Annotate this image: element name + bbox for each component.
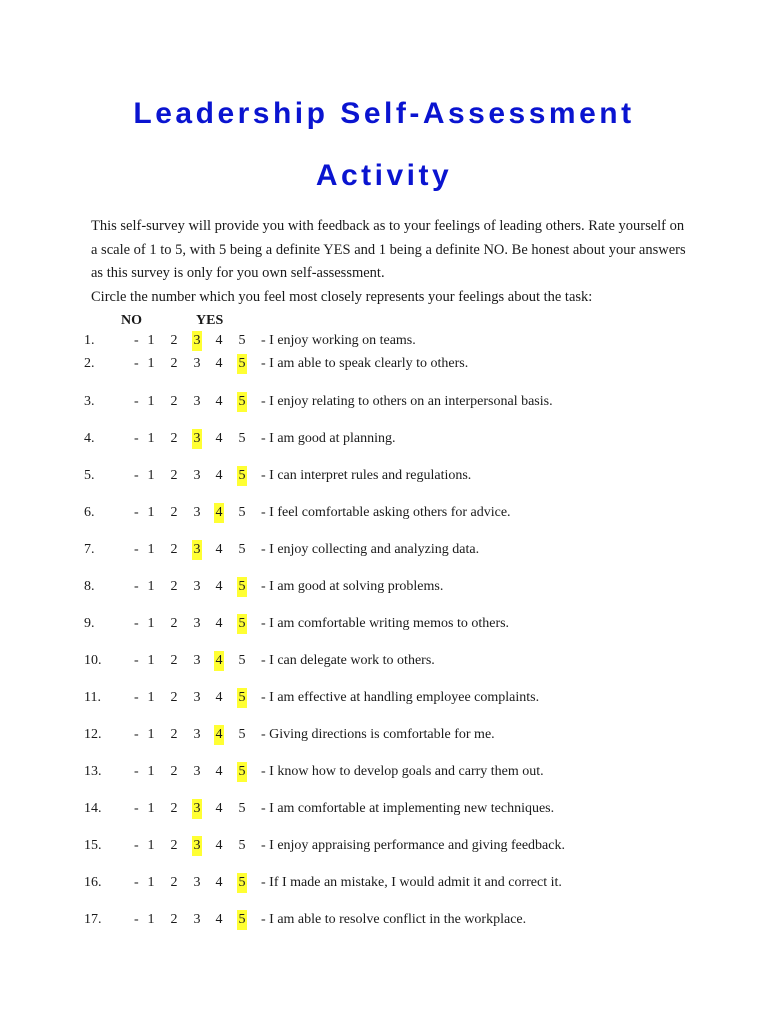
rating-option-3-selected[interactable]: 3 [192, 331, 202, 351]
item-statement: - I am comfortable writing memos to others. [261, 616, 510, 631]
rating-option-3[interactable]: 3 [193, 394, 201, 409]
rating-option-3-selected[interactable]: 3 [192, 799, 202, 819]
rating-option-3[interactable]: 3 [193, 579, 201, 594]
rating-option-1[interactable]: 1 [147, 801, 155, 816]
rating-option-2[interactable]: 2 [170, 690, 178, 705]
item-number: 3. [84, 394, 95, 409]
survey-item [0, 725, 768, 745]
item-statement: - I can delegate work to others. [261, 653, 435, 668]
rating-option-4-selected[interactable]: 4 [214, 651, 224, 671]
scale-dash: - [134, 542, 139, 557]
scale-dash: - [134, 579, 139, 594]
page-title-continued: Activity [315, 159, 453, 192]
instruction-text: Circle the number which you feel most closely represents your feelings about the task: [91, 288, 593, 305]
rating-option-1[interactable]: 1 [147, 838, 155, 853]
rating-option-2[interactable]: 2 [170, 356, 178, 371]
scale-dash: - [134, 333, 139, 348]
intro-section [91, 215, 691, 309]
rating-option-3[interactable]: 3 [193, 653, 201, 668]
rating-option-1[interactable]: 1 [147, 505, 155, 520]
item-number: 17. [84, 912, 102, 927]
survey-item [0, 651, 768, 671]
rating-option-3-selected[interactable]: 3 [192, 540, 202, 560]
rating-option-2[interactable]: 2 [170, 333, 178, 348]
survey-item [0, 614, 768, 634]
rating-option-5[interactable]: 5 [238, 505, 246, 520]
item-number: 4. [84, 431, 95, 446]
survey-item [0, 429, 768, 449]
rating-option-4[interactable]: 4 [215, 838, 223, 853]
rating-option-1[interactable]: 1 [147, 394, 155, 409]
scale-dash: - [134, 616, 139, 631]
rating-option-2[interactable]: 2 [170, 505, 178, 520]
rating-option-1[interactable]: 1 [147, 764, 155, 779]
rating-option-1[interactable]: 1 [147, 579, 155, 594]
item-statement: - I am good at planning. [261, 431, 396, 446]
rating-option-5[interactable]: 5 [238, 431, 246, 446]
item-statement: - I am able to speak clearly to others. [261, 356, 469, 371]
rating-option-5[interactable]: 5 [238, 801, 246, 816]
rating-option-4-selected[interactable]: 4 [214, 725, 224, 745]
rating-option-5[interactable]: 5 [238, 333, 246, 348]
rating-option-5-selected[interactable]: 5 [237, 910, 247, 930]
item-number: 11. [84, 690, 101, 705]
scale-yes-label: YES [196, 313, 224, 328]
rating-option-1[interactable]: 1 [147, 616, 155, 631]
scale-dash: - [134, 505, 139, 520]
survey-item [0, 392, 768, 412]
rating-option-3[interactable]: 3 [193, 912, 201, 927]
rating-option-5-selected[interactable]: 5 [237, 873, 247, 893]
item-statement: - I enjoy working on teams. [261, 333, 416, 348]
rating-option-3[interactable]: 3 [193, 505, 201, 520]
rating-option-1[interactable]: 1 [147, 468, 155, 483]
rating-option-1[interactable]: 1 [147, 727, 155, 742]
scale-dash: - [134, 727, 139, 742]
rating-option-4[interactable]: 4 [215, 542, 223, 557]
item-number: 1. [84, 333, 95, 348]
item-number: 10. [84, 653, 102, 668]
rating-option-1[interactable]: 1 [147, 912, 155, 927]
item-statement: - If I made an mistake, I would admit it and correct it. [261, 875, 562, 890]
survey-item [0, 762, 768, 782]
rating-option-5-selected[interactable]: 5 [237, 466, 247, 486]
item-statement: - I am comfortable at implementing new techniques. [261, 801, 555, 816]
rating-option-4[interactable]: 4 [215, 690, 223, 705]
rating-option-5-selected[interactable]: 5 [237, 354, 247, 374]
rating-option-3[interactable]: 3 [193, 356, 201, 371]
intro-paragraph: This self-survey will provide you with feedback as to your feelings of leading others. Rate yourself on a scale of 1 to 5, with 5 being a definite YES and 1 being a definite NO. Be honest about your answers as this survey is only for you own self-assessment. [91, 218, 686, 281]
rating-option-3[interactable]: 3 [193, 764, 201, 779]
rating-option-4[interactable]: 4 [215, 333, 223, 348]
rating-option-4[interactable]: 4 [215, 764, 223, 779]
rating-option-5[interactable]: 5 [238, 653, 246, 668]
rating-option-2[interactable]: 2 [170, 653, 178, 668]
survey-item [0, 799, 768, 819]
survey-item [0, 910, 768, 930]
rating-option-2[interactable]: 2 [170, 727, 178, 742]
rating-option-2[interactable]: 2 [170, 875, 178, 890]
item-statement: - I enjoy collecting and analyzing data. [261, 542, 480, 557]
scale-dash: - [134, 801, 139, 816]
rating-option-4[interactable]: 4 [215, 356, 223, 371]
rating-option-2[interactable]: 2 [170, 801, 178, 816]
item-statement: - I feel comfortable asking others for advice. [261, 505, 511, 520]
item-number: 12. [84, 727, 102, 742]
survey-item [0, 466, 768, 486]
rating-option-2[interactable]: 2 [170, 579, 178, 594]
item-statement: - I am good at solving problems. [261, 579, 444, 594]
page-title: Leadership Self-Assessment [133, 97, 635, 130]
rating-option-1[interactable]: 1 [147, 333, 155, 348]
item-number: 13. [84, 764, 102, 779]
rating-option-3[interactable]: 3 [193, 616, 201, 631]
rating-option-3[interactable]: 3 [193, 690, 201, 705]
item-number: 5. [84, 468, 95, 483]
rating-option-3[interactable]: 3 [193, 875, 201, 890]
rating-option-4[interactable]: 4 [215, 875, 223, 890]
rating-option-1[interactable]: 1 [147, 875, 155, 890]
scale-dash: - [134, 838, 139, 853]
scale-dash: - [134, 468, 139, 483]
rating-option-5[interactable]: 5 [238, 838, 246, 853]
rating-option-4[interactable]: 4 [215, 801, 223, 816]
rating-option-4[interactable]: 4 [215, 616, 223, 631]
rating-option-1[interactable]: 1 [147, 356, 155, 371]
survey-item [0, 836, 768, 856]
scale-dash: - [134, 875, 139, 890]
rating-option-5-selected[interactable]: 5 [237, 762, 247, 782]
rating-option-3[interactable]: 3 [193, 468, 201, 483]
survey-item [0, 873, 768, 893]
rating-option-1[interactable]: 1 [147, 653, 155, 668]
rating-option-5-selected[interactable]: 5 [237, 577, 247, 597]
rating-option-2[interactable]: 2 [170, 764, 178, 779]
rating-option-5[interactable]: 5 [238, 727, 246, 742]
rating-option-4[interactable]: 4 [215, 468, 223, 483]
rating-option-1[interactable]: 1 [147, 431, 155, 446]
rating-option-4[interactable]: 4 [215, 431, 223, 446]
rating-option-5-selected[interactable]: 5 [237, 392, 247, 412]
scale-dash: - [134, 653, 139, 668]
scale-dash: - [134, 764, 139, 779]
rating-option-2[interactable]: 2 [170, 394, 178, 409]
rating-option-2[interactable]: 2 [170, 838, 178, 853]
rating-option-3[interactable]: 3 [193, 727, 201, 742]
item-statement: - I am able to resolve conflict in the workplace. [261, 912, 527, 927]
scale-dash: - [134, 431, 139, 446]
survey-item [0, 577, 768, 597]
item-statement: - Giving directions is comfortable for me. [261, 727, 495, 742]
item-statement: - I can interpret rules and regulations. [261, 468, 472, 483]
rating-option-1[interactable]: 1 [147, 690, 155, 705]
rating-option-4[interactable]: 4 [215, 394, 223, 409]
item-number: 2. [84, 356, 95, 371]
item-statement: - I enjoy relating to others on an interpersonal basis. [261, 394, 553, 409]
rating-option-1[interactable]: 1 [147, 542, 155, 557]
rating-option-5-selected[interactable]: 5 [237, 614, 247, 634]
survey-item [0, 688, 768, 708]
rating-option-5[interactable]: 5 [238, 542, 246, 557]
rating-option-4[interactable]: 4 [215, 579, 223, 594]
item-statement: - I am effective at handling employee complaints. [261, 690, 540, 705]
item-number: 6. [84, 505, 95, 520]
scale-no-label: NO [121, 313, 142, 328]
rating-option-3-selected[interactable]: 3 [192, 429, 202, 449]
item-number: 8. [84, 579, 95, 594]
rating-option-2[interactable]: 2 [170, 542, 178, 557]
rating-option-5-selected[interactable]: 5 [237, 688, 247, 708]
item-statement: - I enjoy appraising performance and giving feedback. [261, 838, 565, 853]
rating-option-3-selected[interactable]: 3 [192, 836, 202, 856]
scale-dash: - [134, 912, 139, 927]
item-number: 14. [84, 801, 102, 816]
rating-option-4[interactable]: 4 [215, 912, 223, 927]
scale-dash: - [134, 394, 139, 409]
scale-dash: - [134, 356, 139, 371]
survey-item [0, 503, 768, 523]
survey-item [0, 540, 768, 560]
survey-item [0, 354, 768, 374]
item-number: 16. [84, 875, 102, 890]
rating-option-2[interactable]: 2 [170, 431, 178, 446]
survey-item [0, 331, 768, 351]
item-number: 7. [84, 542, 95, 557]
rating-option-4-selected[interactable]: 4 [214, 503, 224, 523]
rating-option-2[interactable]: 2 [170, 912, 178, 927]
item-statement: - I know how to develop goals and carry them out. [261, 764, 544, 779]
rating-option-2[interactable]: 2 [170, 616, 178, 631]
item-number: 15. [84, 838, 102, 853]
scale-dash: - [134, 690, 139, 705]
rating-option-2[interactable]: 2 [170, 468, 178, 483]
item-number: 9. [84, 616, 95, 631]
